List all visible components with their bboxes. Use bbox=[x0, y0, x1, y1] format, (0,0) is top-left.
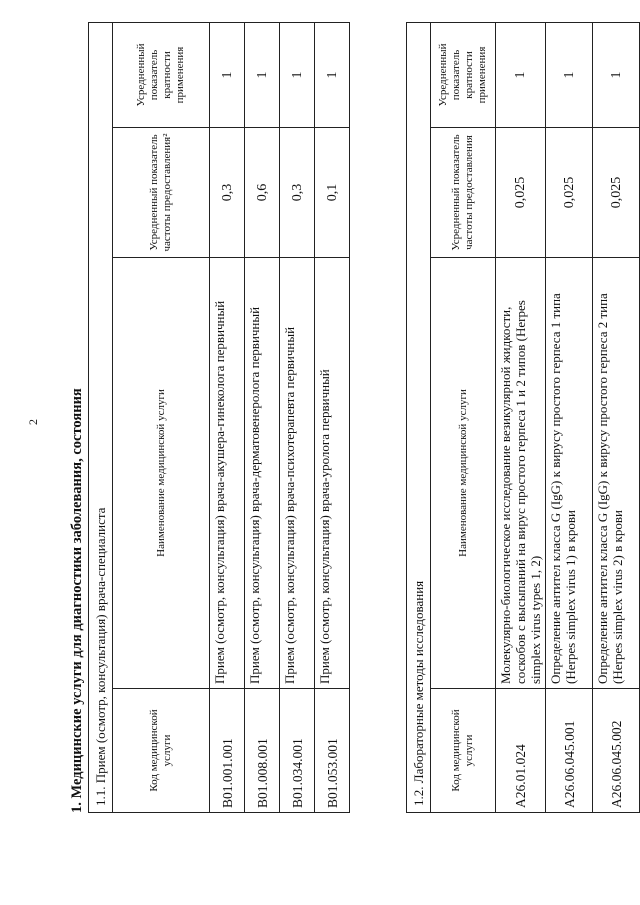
header-multiplicity: Усредненный показатель кратности применения bbox=[113, 22, 210, 127]
table-caption-row bbox=[89, 22, 113, 812]
header-frequency: Усредненный показатель частоты предоставления bbox=[431, 128, 496, 258]
table-caption: 1.2. Лабораторные методы исследования bbox=[407, 22, 431, 812]
table-row bbox=[315, 22, 350, 812]
cell-name: Определение антител класса G (IgG) к вирусу простого герпеса 1 типа (Herpes simplex virus 1) в крови bbox=[546, 258, 593, 689]
cell-name: Прием (осмотр, консультация) врача-акушера-гинеколога первичный bbox=[210, 258, 245, 689]
cell-code: B01.053.001 bbox=[315, 689, 350, 813]
cell-name: Прием (осмотр, консультация) врача-дерматовенеролога первичный bbox=[245, 258, 280, 689]
cell-code: A26.01.024 bbox=[496, 689, 546, 813]
cell-name: Определение антител класса G (IgG) к вирусу простого герпеса 2 типа (Herpes simplex virus 2) в крови bbox=[593, 258, 640, 689]
document-content bbox=[68, 23, 640, 813]
table-row bbox=[496, 22, 546, 812]
header-code: Код медицинской услуги bbox=[113, 689, 210, 813]
cell-frequency: 0,025 bbox=[593, 128, 640, 258]
cell-frequency: 0,6 bbox=[245, 128, 280, 258]
cell-code: A26.06.045.001 bbox=[546, 689, 593, 813]
table-doctor-consultations bbox=[88, 22, 350, 813]
cell-multiplicity: 1 bbox=[546, 22, 593, 127]
cell-multiplicity: 1 bbox=[315, 22, 350, 127]
cell-frequency: 0,1 bbox=[315, 128, 350, 258]
header-name: Наименование медицинской услуги bbox=[431, 258, 496, 689]
cell-code: A26.06.045.002 bbox=[593, 689, 640, 813]
cell-frequency: 0,025 bbox=[496, 128, 546, 258]
table-laboratory-methods bbox=[406, 22, 640, 813]
table-caption: 1.1. Прием (осмотр, консультация) врача-специалиста bbox=[89, 22, 113, 812]
table-row bbox=[280, 22, 315, 812]
cell-code: B01.008.001 bbox=[245, 689, 280, 813]
cell-code: B01.001.001 bbox=[210, 689, 245, 813]
header-name: Наименование медицинской услуги bbox=[113, 258, 210, 689]
cell-multiplicity: 1 bbox=[593, 22, 640, 127]
cell-multiplicity: 1 bbox=[245, 22, 280, 127]
table-row bbox=[593, 22, 640, 812]
cell-code: B01.034.001 bbox=[280, 689, 315, 813]
cell-frequency: 0,025 bbox=[546, 128, 593, 258]
table-caption-row bbox=[407, 22, 431, 812]
table-header-row bbox=[431, 22, 496, 812]
table-row bbox=[210, 22, 245, 812]
cell-multiplicity: 1 bbox=[210, 22, 245, 127]
header-frequency: Усредненный показатель частоты предоставления² bbox=[113, 128, 210, 258]
table-header-row bbox=[113, 22, 210, 812]
cell-frequency: 0,3 bbox=[210, 128, 245, 258]
header-multiplicity: Усредненный показатель кратности применения bbox=[431, 22, 496, 127]
cell-multiplicity: 1 bbox=[496, 22, 546, 127]
page-number: 2 bbox=[26, 419, 40, 425]
cell-name: Прием (осмотр, консультация) врача-уролога первичный bbox=[315, 258, 350, 689]
cell-name: Прием (осмотр, консультация) врача-психотерапевта первичный bbox=[280, 258, 315, 689]
section-heading: 1. Медицинские услуги для диагностики заболевания, состояния bbox=[69, 388, 85, 813]
table-row bbox=[546, 22, 593, 812]
table-row bbox=[245, 22, 280, 812]
header-code: Код медицинской услуги bbox=[431, 689, 496, 813]
cell-name: Молекулярно-биологическое исследование везикулярной жидкости, соскобов с высыпаний на вирус простого герпеса 1 и 2 типов (Herpes simplex virus types 1, 2) bbox=[496, 258, 546, 689]
cell-frequency: 0,3 bbox=[280, 128, 315, 258]
cell-multiplicity: 1 bbox=[280, 22, 315, 127]
